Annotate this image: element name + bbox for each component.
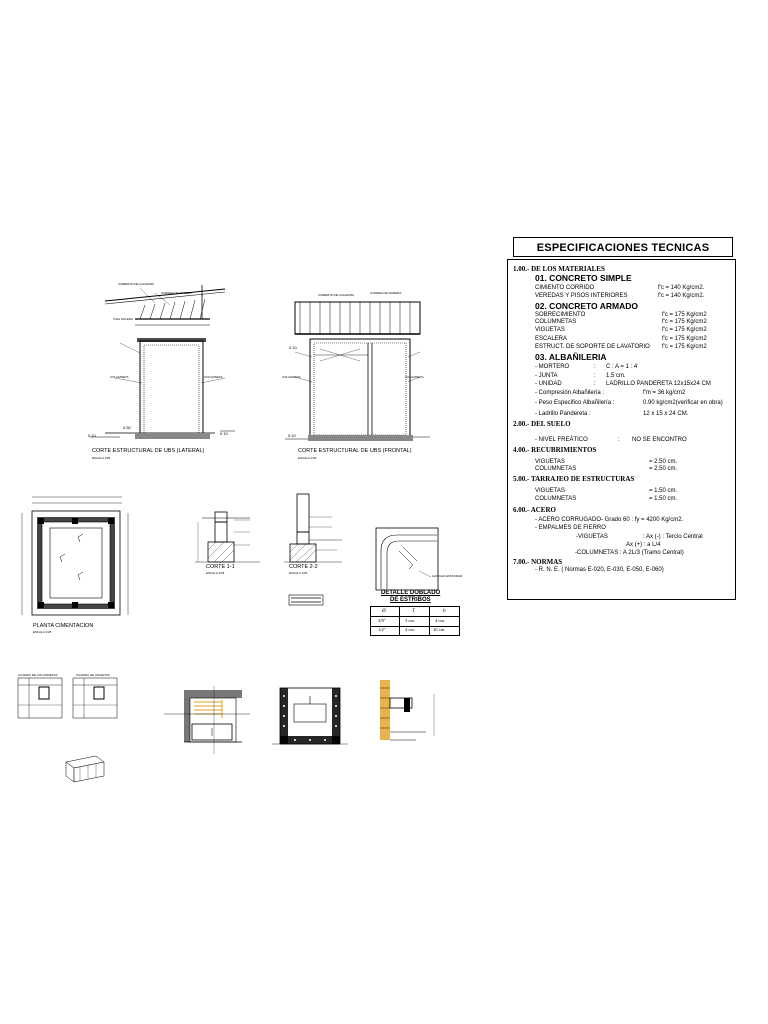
spec-line: - R. N. E. ( Normas E-020, E-030, E-050, E-060) — [535, 567, 664, 573]
spec-colon: : — [618, 437, 620, 443]
scale-note: ESCALA 1/25 — [289, 571, 308, 575]
section-lateral-drawing — [85, 283, 235, 443]
annotation: CUBIERTA DE CALAMINA — [118, 282, 154, 286]
spec-line: Ax (+) : a L/4 — [626, 542, 661, 548]
scale-note: ESCALA 1/25 — [92, 456, 111, 460]
column-table-drawing — [17, 673, 119, 719]
spec-value: = 1.50 cm. — [649, 488, 678, 494]
lateral-mark: 0.10 — [88, 433, 96, 438]
section-tarrajeo: 5.00.- TARRAJEO DE ESTRUCTURAS — [513, 475, 635, 483]
annotation: GANCHO ESTANDAR — [432, 574, 463, 578]
spec-label: COLUMNETAS — [535, 496, 577, 502]
subsection-albanileria: 03. ALBAÑILERIA — [535, 352, 607, 362]
annotation: CORREA DE MADERA — [370, 291, 402, 295]
spec-value: 0.90 kg/cm2(verificar en obra) — [643, 400, 723, 406]
annotation: COLUMNETA — [204, 375, 223, 379]
caption-corte-2-2: CORTE 2-2 — [289, 564, 318, 570]
spec-label: - MORTERO — [535, 364, 570, 370]
corte-1-1-drawing — [190, 510, 270, 570]
table-header: T — [412, 609, 415, 614]
spec-line: -VIGUETAS — [576, 534, 608, 540]
lateral-mark: 0.10 — [220, 431, 228, 436]
spec-panel — [507, 259, 736, 600]
table-cell: 1/2" — [378, 627, 386, 632]
section-normas: 7.00.- NORMAS — [513, 558, 563, 566]
table-cell: 4 cm. — [435, 618, 445, 623]
spec-title-box — [513, 237, 733, 257]
annotation: COLUMNETA — [110, 375, 129, 379]
section-frontal-drawing — [280, 297, 430, 447]
spec-value: = 2.50 cm. — [649, 466, 678, 472]
section-acero: 6.00.- ACERO — [513, 506, 556, 514]
annotation: CUADRO DE COLUMNETAS — [18, 673, 58, 677]
section-suelo: 2.00.- DEL SUELO — [513, 420, 571, 428]
table-cell: 3/8" — [378, 618, 386, 623]
spec-line: - ACERO CORRUGADO- Grado 60 : fy = 4200 Kg/cm2. — [535, 517, 684, 523]
spec-label: SOBRECIMIENTO — [535, 312, 586, 318]
detail-title-1: DETALLE DOBLADO — [381, 590, 441, 596]
spec-value: f'c = 175 Kg/cm2 — [662, 344, 707, 350]
spec-value: C : A = 1 : 4 — [606, 364, 638, 370]
spec-value: = 2.50 cm. — [649, 459, 678, 465]
lavatory-section-drawing — [270, 686, 350, 750]
spec-label: - Ladrillo Pandereta : — [535, 411, 591, 417]
subsection-concreto-armado: 02. CONCRETO ARMADO — [535, 301, 638, 311]
spec-value: NO SE ENCONTRO — [632, 437, 687, 443]
corte-2-2-drawing — [282, 492, 362, 567]
detail-title-2: DE ESTRIBOS — [390, 597, 431, 603]
scale-note: ESCALA 1/25 — [33, 630, 52, 634]
spec-label: VIGUETAS — [535, 488, 565, 494]
frontal-mark: 0.10 — [289, 345, 297, 350]
spec-colon: : — [594, 381, 596, 387]
table-header: Ø — [382, 609, 386, 614]
spec-value: LADRILLO PANDERETA 12x15x24 CM — [606, 381, 711, 387]
table-cell: 10 cm. — [433, 627, 446, 632]
frontal-mark: 0.10 — [288, 433, 296, 438]
section-materiales: 1.00.- DE LOS MATERIALES — [513, 265, 605, 273]
stirrup-detail-drawing — [375, 527, 465, 591]
spec-value: f'c = 175 Kg/cm2 — [662, 319, 707, 325]
spec-label: COLUMNETAS — [535, 466, 577, 472]
spec-label: - Peso Especifico Albañilería : — [535, 400, 615, 406]
spec-value: 12 x 15 x 24 CM. — [643, 411, 689, 417]
spec-label: - UNIDAD — [535, 381, 562, 387]
spec-line: -COLUMNETAS : A 2L/3 (Tramo Central) — [575, 550, 684, 556]
legend-symbol — [288, 594, 324, 606]
spec-label: ESTRUCT. DE SOPORTE DE LAVATORIO — [535, 344, 650, 350]
scale-note: ESCALA 1/25 — [298, 456, 317, 460]
annotation: CUADRO DE VIGUETAS — [76, 673, 110, 677]
caption-corte-1-1: CORTE 1-1 — [206, 564, 235, 570]
spec-label: ESCALERA — [535, 336, 568, 342]
brick-detail-drawing — [60, 750, 110, 795]
spec-colon: : — [594, 364, 596, 370]
spec-value: f'c = 175 Kg/cm2 — [662, 336, 707, 342]
spec-colon: : — [594, 373, 596, 379]
spec-label: VIGUETAS — [535, 327, 565, 333]
subsection-concreto-simple: 01. CONCRETO SIMPLE — [535, 273, 632, 283]
spec-value: f'c = 175 Kg/cm2 — [662, 312, 707, 318]
annotation: CORREA DE MADERA — [161, 291, 193, 295]
spec-value: 1.5 cm. — [606, 373, 626, 379]
scale-note: ESCALA 1/25 — [206, 571, 225, 575]
annotation: COLUMNETA — [282, 375, 301, 379]
table-cell: 3 cm. — [405, 618, 415, 623]
lavatory-elevation-drawing — [376, 676, 446, 752]
spec-label: - Compresión Albañilería : — [535, 390, 605, 396]
table-cell: 4 cm. — [405, 627, 415, 632]
stirrup-table — [370, 606, 460, 636]
lateral-mark: 0.50 — [123, 425, 131, 430]
spec-label: VIGUETAS — [535, 459, 565, 465]
caption-corte-frontal: CORTE ESTRUCTURAL DE UBS (FRONTAL) — [298, 448, 412, 454]
lavatory-plan-drawing — [162, 684, 252, 760]
table-header: b — [443, 609, 446, 614]
spec-label: CIMIENTO CORRIDO — [535, 285, 595, 291]
spec-label: - NIVEL FREÁTICO — [535, 437, 588, 443]
caption-planta: PLANTA CIMENTACION — [33, 623, 94, 629]
spec-label: VEREDAS Y PISOS INTERIORES — [535, 293, 628, 299]
spec-value: f'c = 140 Kg/cm2. — [658, 293, 705, 299]
annotation: COLUMNETA — [405, 375, 424, 379]
spec-value: f'c = 140 Kg/cm2. — [658, 285, 705, 291]
annotation: CUBIERTA DE CALAMINA — [318, 293, 354, 297]
spec-value: = 1.50 cm. — [649, 496, 678, 502]
spec-line: - EMPALMES DE FIERRO — [535, 525, 606, 531]
foundation-plan-drawing — [20, 495, 135, 625]
spec-label: - JUNTA — [535, 373, 558, 379]
spec-label: COLUMNETAS — [535, 319, 577, 325]
spec-line: : Ax (-) : Tercio Central — [643, 534, 703, 540]
annotation: VIGA SOLERA — [113, 317, 134, 321]
spec-value: f'c = 175 Kg/cm2 — [662, 327, 707, 333]
spec-title: ESPECIFICACIONES TECNICAS — [536, 242, 710, 254]
caption-corte-lateral: CORTE ESTRUCTURAL DE UBS (LATERAL) — [92, 448, 205, 454]
section-recubrimientos: 4.00.- RECUBRIMIENTOS — [513, 446, 597, 454]
spec-value: f'm = 36 kg/cm2 — [643, 390, 686, 396]
